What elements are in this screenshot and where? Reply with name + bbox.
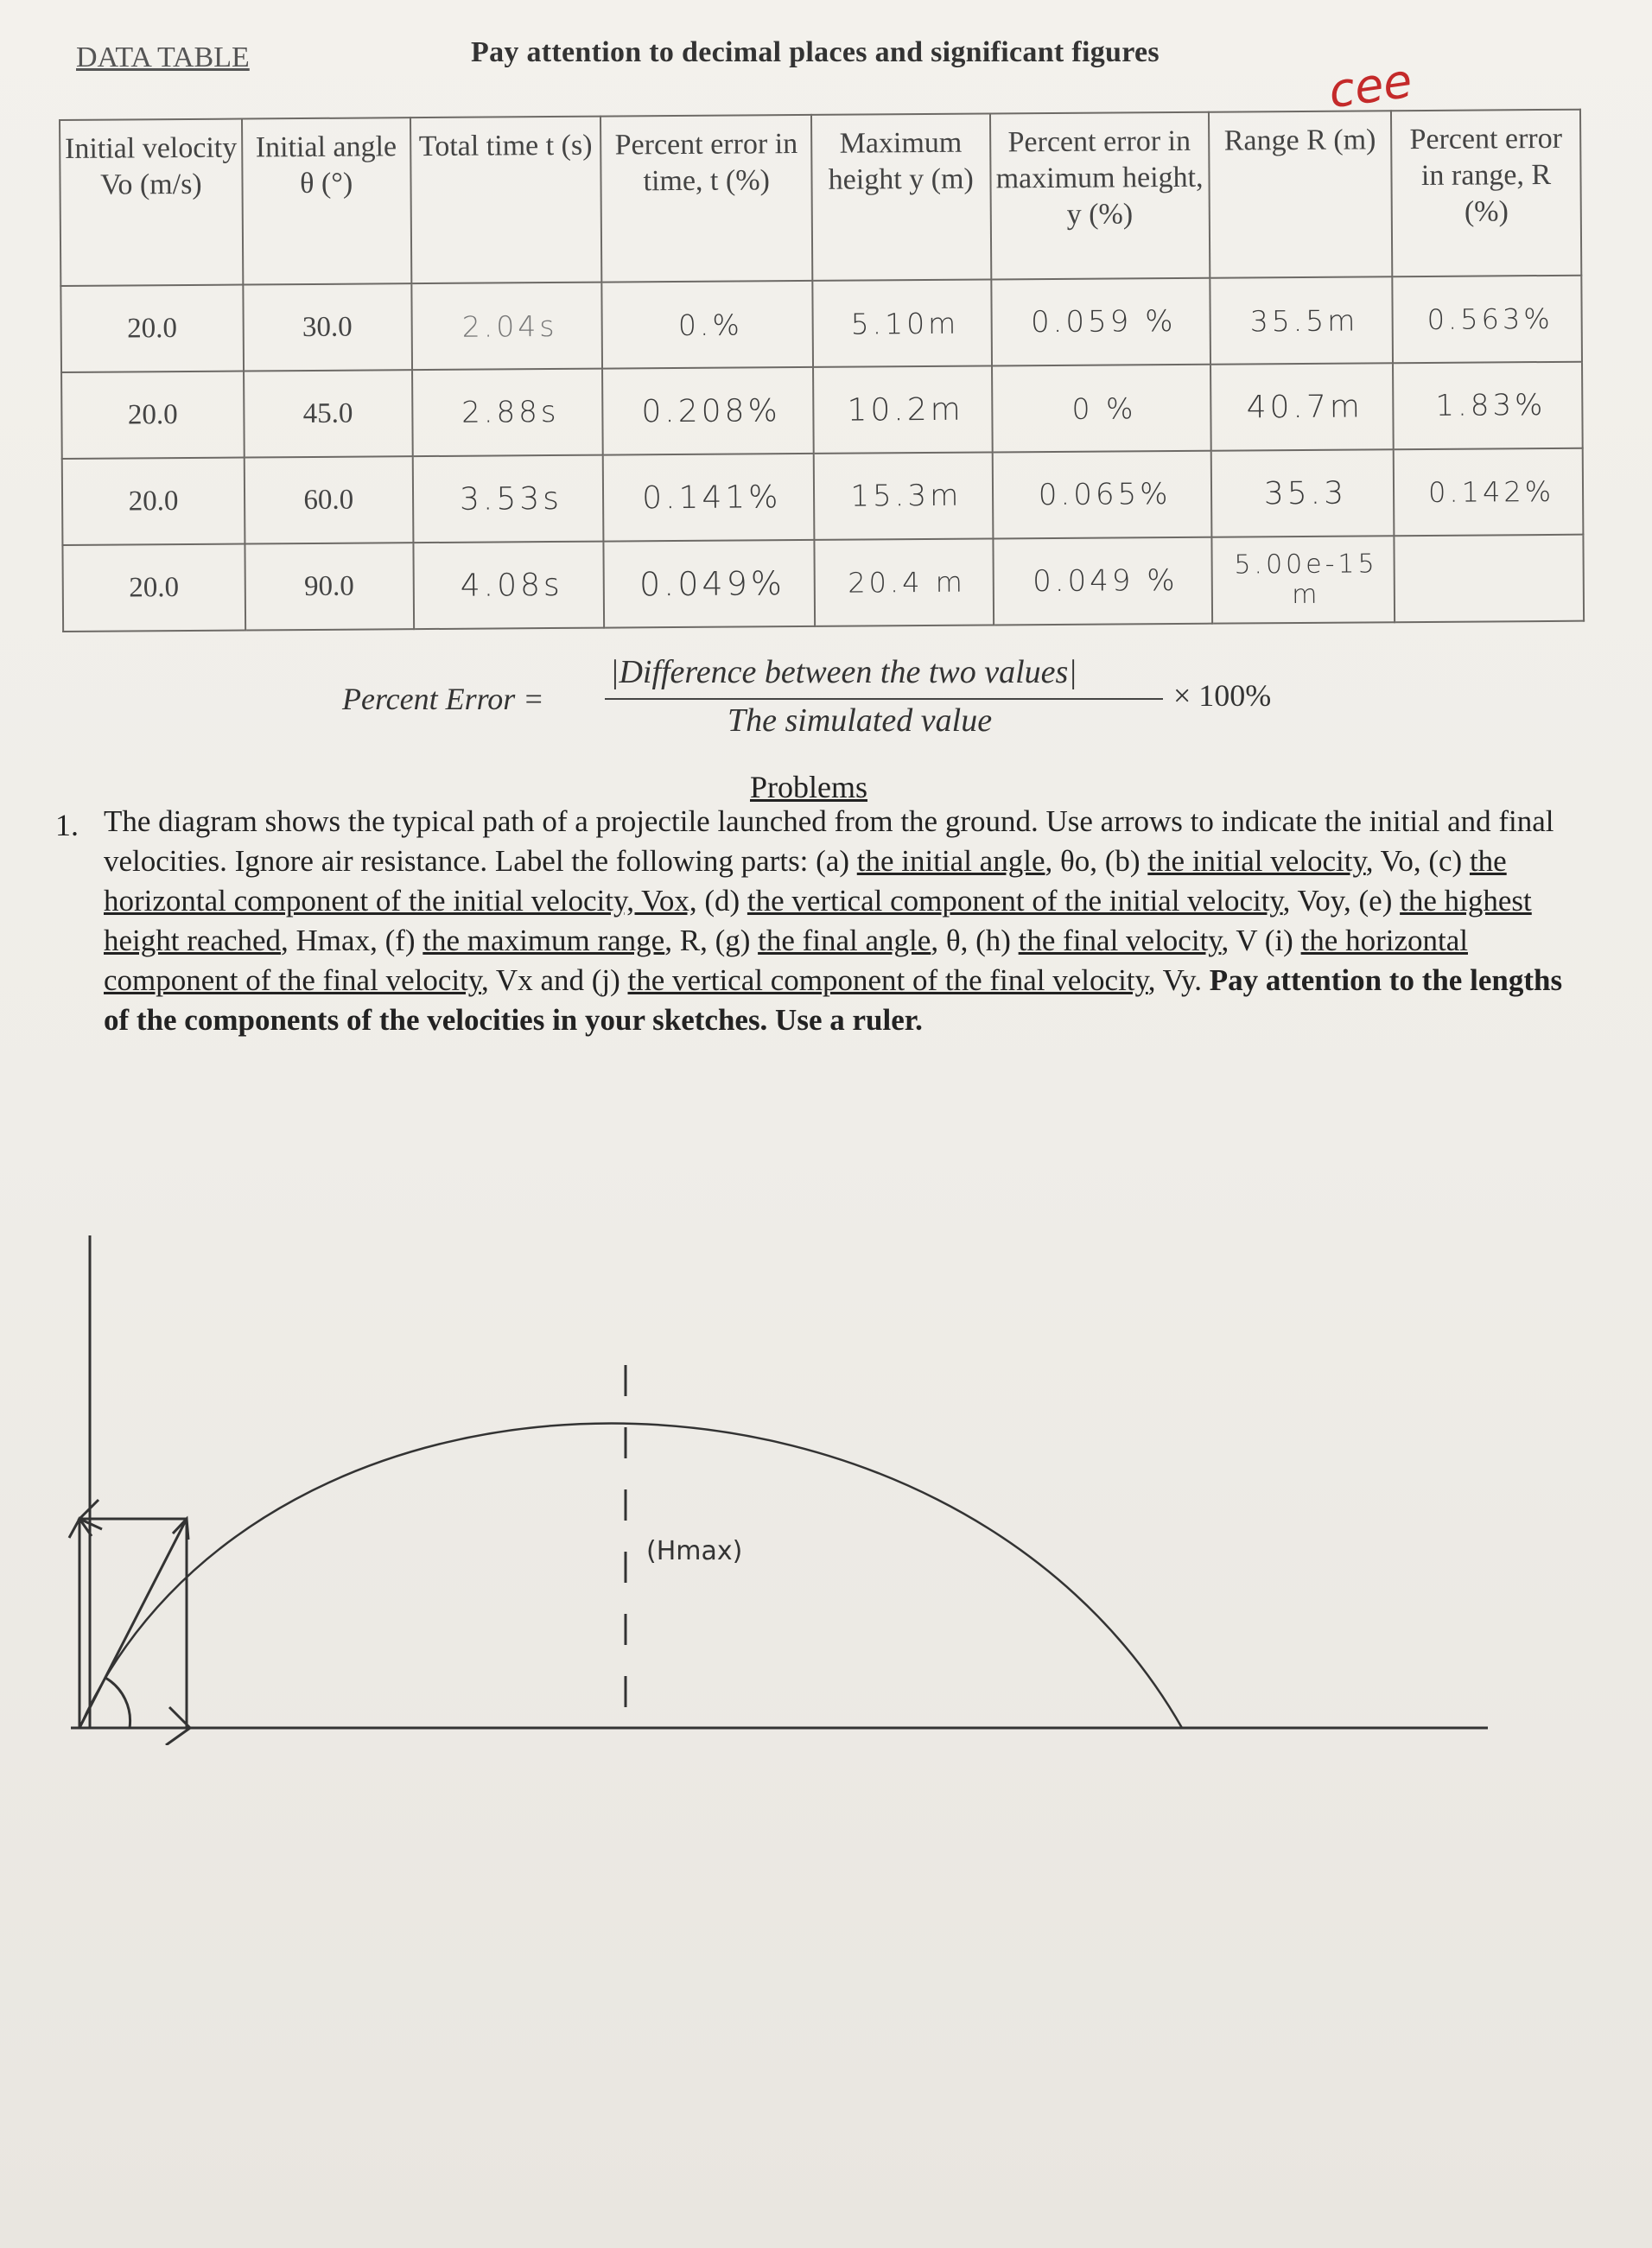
table-cell: 30.0 [243,283,411,371]
table-row [60,276,1582,372]
table-cell: 0.141% [603,454,814,542]
table-cell: 20.4 m [814,538,993,626]
projectile-diagram [0,1192,1652,1745]
table-cell: 35.5m [1210,276,1393,364]
column-header: Percent error in time, t (%) [600,115,812,283]
table-row [62,448,1584,545]
table-cell: 20.0 [62,544,245,632]
table-cell: 40.7m [1210,363,1394,450]
table-cell [1395,535,1585,623]
underlined-phrase: the horizontal component of the initial velocity, Vox, [104,844,1507,918]
question-text [104,802,1564,1040]
table-cell: 0.208% [602,367,813,455]
question-fragment: , Vx and (j) [481,963,628,997]
underlined-phrase: the final angle [758,924,931,957]
teacher-initials: cee [1325,53,1416,119]
question-fragment: (d) [696,884,747,918]
table-cell: 0.065% [992,451,1211,539]
table-cell: 0.059 % [991,278,1210,366]
underlined-phrase: the initial angle [856,844,1045,878]
question-number: 1. [55,808,79,842]
question-fragment: The diagram shows the typical path of a projectile launched from the ground. Use arrows to indicate the initial and final velocities. Ignore air resistance. Label the following parts: (a) [104,804,1554,878]
table-row [62,535,1584,632]
column-header: Range R (m) [1209,111,1393,277]
table-header-row [60,110,1581,286]
question-fragment: , R, (g) [664,924,759,957]
formula-label: Percent Error = [342,682,544,716]
question-fragment: , Vy. [1147,963,1210,997]
table-cell: 3.53s [412,455,604,543]
column-header: Maximum height y (m) [811,113,991,280]
table-cell: 0.142% [1394,448,1584,537]
formula-denominator: The simulated value [728,702,993,739]
column-header: Total time t (s) [410,117,601,284]
table-cell: 0.% [602,281,813,369]
table-cell: 0.563% [1392,276,1582,364]
question-fragment: , Vo, (c) [1365,844,1470,878]
data-table [59,109,1585,632]
fraction-bar [605,698,1163,700]
formula-numerator: |Difference between the two values| [610,654,1077,690]
question-fragment: , Hmax, (f) [281,924,423,957]
column-header: Initial angle θ (°) [242,117,411,284]
column-header: Percent error in maximum height, y (%) [989,112,1209,280]
table-cell: 45.0 [244,370,412,457]
table-cell: 5.00e-15 m [1211,536,1395,623]
trajectory-curve [79,1424,1182,1729]
formula-multiplier: × 100% [1173,678,1272,713]
table-cell: 5.10m [812,279,991,366]
table-cell: 0 % [992,365,1211,453]
angle-arc [105,1678,130,1728]
table-cell: 20.0 [62,458,245,545]
table-row [61,362,1583,459]
data-table-heading: DATA TABLE [76,41,250,73]
table-cell: 20.0 [61,371,245,459]
underlined-phrase: the horizontal component of the final velocity [104,924,1468,997]
table-cell: 20.0 [60,285,244,372]
question-fragment: , Voy, (e) [1282,884,1401,918]
problems-heading: Problems [750,770,868,804]
table-cell: 10.2m [813,365,992,453]
underlined-phrase: the final velocity [1018,924,1222,957]
underlined-phrase: the initial velocity [1147,844,1366,878]
table-cell: 4.08s [413,542,605,630]
initial-velocity-arrow [79,1519,187,1728]
table-cell: 35.3 [1210,449,1394,537]
table-cell: 0.049% [604,540,815,628]
underlined-phrase: the vertical component of the initial velocity [747,884,1283,918]
underlined-phrase: the highest height reached [104,884,1532,957]
question-fragment: , θo, (b) [1045,844,1148,878]
question-fragment: , θ, (h) [931,924,1019,957]
underlined-phrase: the maximum range [423,924,665,957]
question-fragment: , V (i) [1221,924,1301,957]
instruction-heading: Pay attention to decimal places and significant figures [471,36,1160,68]
table-cell: 90.0 [245,543,413,630]
table-cell: 0.049 % [993,537,1212,626]
table-cell: 15.3m [814,452,993,539]
column-header: Initial velocity Vo (m/s) [60,119,243,286]
table-cell: 2.88s [412,369,604,457]
underlined-phrase: the vertical component of the final velocity [627,963,1148,997]
table-cell: 2.04s [411,283,603,371]
table-cell: 60.0 [245,456,413,543]
table-cell: 1.83% [1393,362,1583,450]
bold-instruction: Pay attention to the lengths of the components of the velocities in your sketches. Use a ruler. [104,963,1563,1037]
hmax-label: (Hmax) [646,1536,743,1566]
column-header: Percent error in range, R (%) [1391,110,1581,277]
